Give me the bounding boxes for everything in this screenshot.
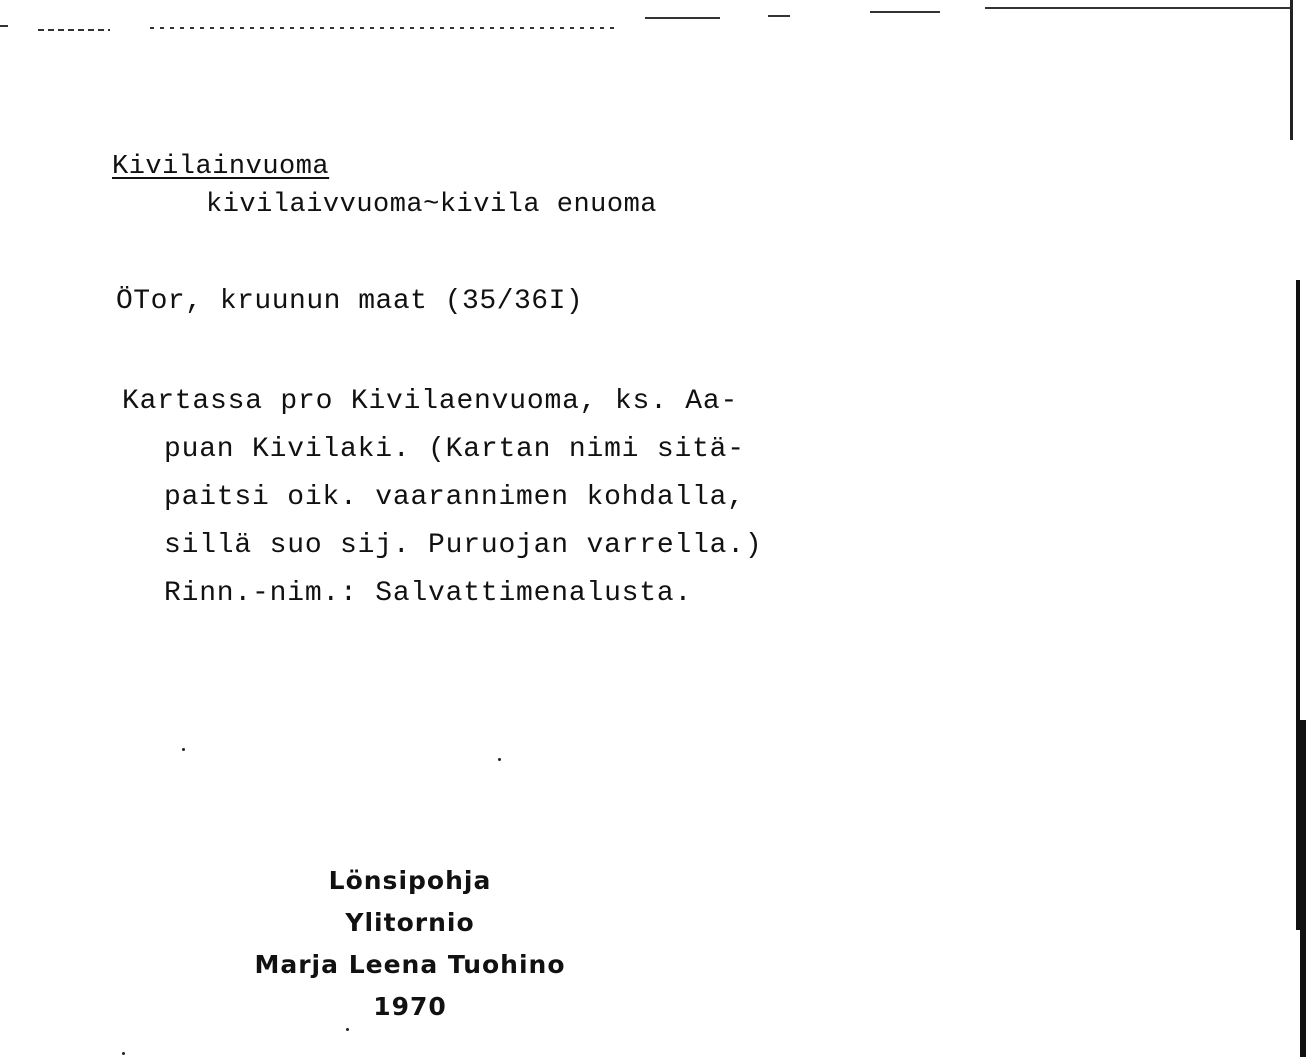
note-line: paitsi oik. vaarannimen kohdalla, (164, 482, 745, 513)
note-line: sillä suo sij. Puruojan varrella.) (164, 530, 763, 561)
note-line: puan Kivilaki. (Kartan nimi sitä- (164, 434, 745, 465)
scan-speck (122, 1052, 125, 1055)
note-text (122, 378, 763, 618)
scan-speck (498, 758, 501, 761)
scan-right-edge (1286, 0, 1314, 1057)
scan-speck (182, 748, 185, 751)
stamp-collector: Marja Leena Tuohino (254, 950, 566, 979)
source-reference: ÖTor, kruunun maat (35/36I) (116, 286, 584, 317)
pronunciation-variant: kivilaivvuoma~kivila enuoma (206, 190, 657, 220)
note-line: Kartassa pro Kivilaenvuoma, ks. Aa- (122, 386, 739, 417)
collector-stamp (230, 860, 590, 1028)
headword: Kivilainvuoma (112, 152, 330, 182)
stamp-region: Lönsipohja (328, 866, 492, 895)
note-line: Rinn.-nim.: Salvattimenalusta. (164, 578, 693, 609)
scan-top-edge (0, 4, 1300, 34)
stamp-parish: Ylitornio (345, 908, 475, 937)
scan-speck (346, 1028, 349, 1031)
stamp-year: 1970 (373, 992, 447, 1021)
